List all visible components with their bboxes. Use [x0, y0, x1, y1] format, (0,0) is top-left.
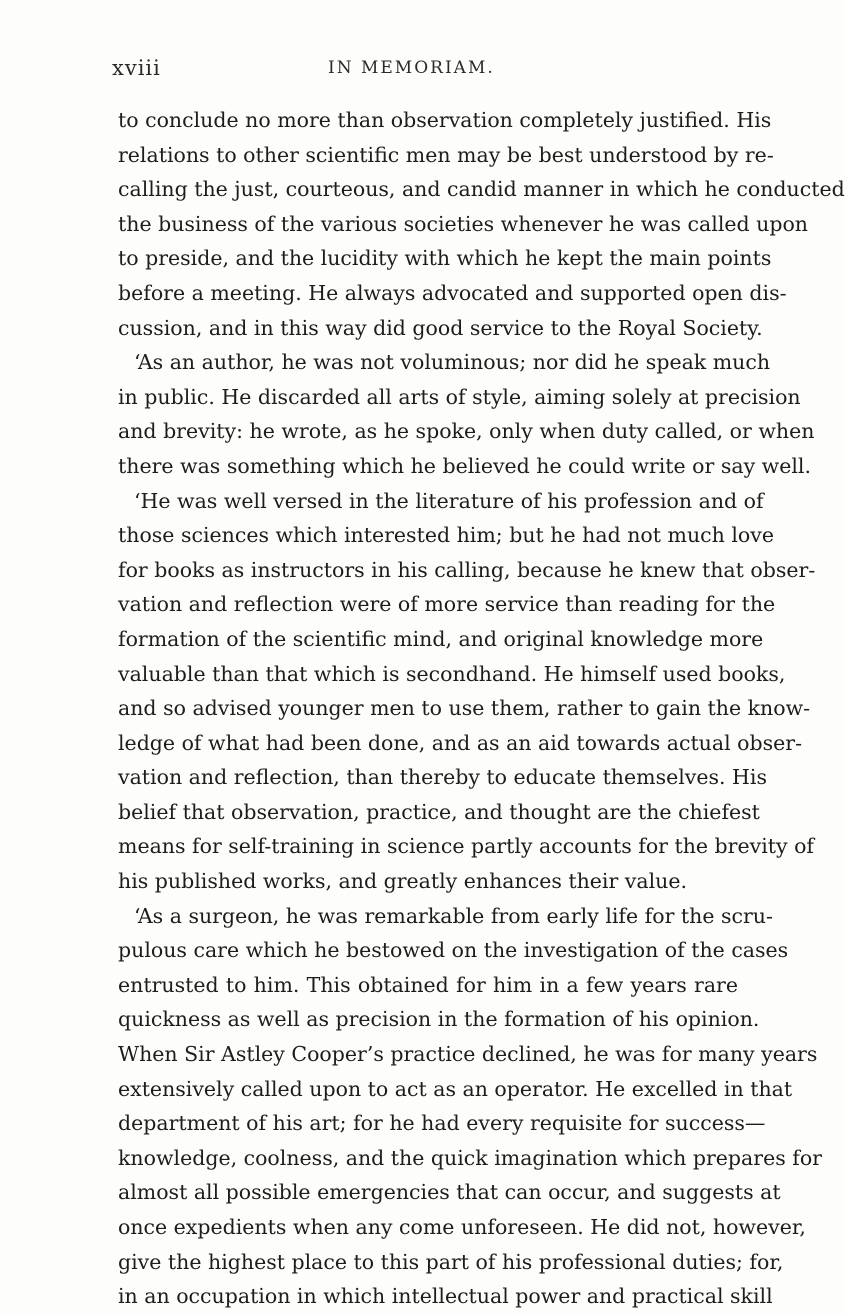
text-line: relations to other scientific men may be best understood by re- [118, 142, 774, 167]
text-line: almost all possible emergencies that can occur, and suggests at [118, 1180, 781, 1205]
text-line: formation of the scientific mind, and original knowledge more [118, 626, 764, 651]
text-line: in public. He discarded all arts of style, aiming solely at precision [118, 384, 801, 409]
text-line: belief that observation, practice, and thought are the chiefest [118, 799, 760, 824]
body-text [118, 103, 845, 1314]
text-line: there was something which he believed he could write or say well. [118, 453, 811, 478]
page-number: xviii [112, 56, 161, 80]
text-line: ‘As a surgeon, he was remarkable from early life for the scru- [134, 903, 773, 928]
text-line: to conclude no more than observation completely justified. His [118, 108, 772, 132]
text-line: for books as instructors in his calling, because he knew that obser- [118, 557, 816, 582]
text-line: those sciences which interested him; but he had not much love [118, 523, 774, 548]
text-line: pulous care which he bestowed on the investigation of the cases [118, 938, 789, 963]
text-line: extensively called upon to act as an operator. He excelled in that [118, 1076, 793, 1101]
text-line: vation and reflection, than thereby to educate themselves. His [118, 765, 768, 790]
text-line: department of his art; for he had every requisite for success— [118, 1111, 766, 1136]
text-line: entrusted to him. This obtained for him in a few years rare [118, 972, 738, 997]
text-line: and so advised younger men to use them, rather to gain the know- [118, 696, 811, 721]
text-line: ‘He was well versed in the literature of his profession and of [134, 488, 764, 513]
text-line: before a meeting. He always advocated and supported open dis- [118, 280, 787, 305]
text-line: means for self-training in science partly accounts for the brevity of [118, 834, 815, 859]
text-line: once expedients when any come unforeseen. He did not, however, [118, 1215, 806, 1239]
text-line: his published works, and greatly enhances their value. [118, 869, 688, 894]
text-line: vation and reflection were of more service than reading for the [118, 592, 776, 617]
text-line: in an occupation in which intellectual power and practical skill [118, 1284, 773, 1309]
running-title: IN MEMORIAM. [328, 58, 495, 78]
text-line: ledge of what had been done, and as an aid towards actual obser- [118, 730, 803, 755]
text-line: knowledge, coolness, and the quick imagination which prepares for [118, 1145, 822, 1170]
text-line: give the highest place to this part of his professional duties; for, [118, 1249, 784, 1274]
text-line: valuable than that which is secondhand. He himself used books, [118, 661, 786, 686]
text-line: When Sir Astley Cooper’s practice declined, he was for many years [118, 1042, 818, 1067]
text-line: cussion, and in this way did good service to the Royal Society. [118, 315, 763, 340]
page-header [112, 56, 752, 86]
text-line: the business of the various societies whenever he was called upon [118, 211, 809, 236]
text-line: calling the just, courteous, and candid manner in which he conducted [118, 177, 845, 202]
text-line: to preside, and the lucidity with which he kept the main points [118, 246, 772, 271]
text-line: ‘As an author, he was not voluminous; nor did he speak much [134, 350, 771, 375]
text-line: and brevity: he wrote, as he spoke, only when duty called, or when [118, 419, 815, 444]
text-line: quickness as well as precision in the formation of his opinion. [118, 1007, 760, 1032]
